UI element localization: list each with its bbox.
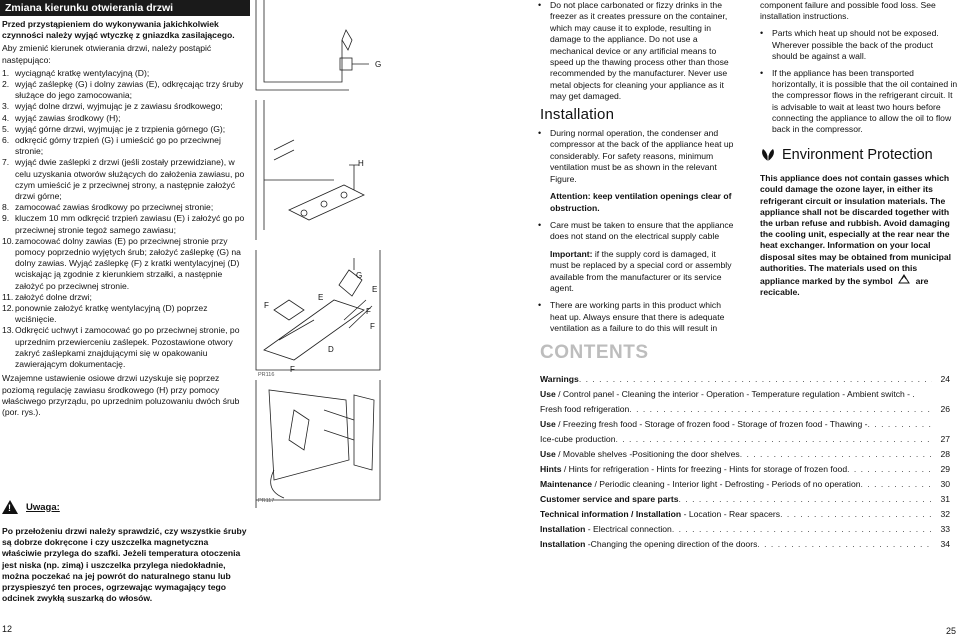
environment-body: This appliance does not contain gasses which could damage the ozone layer, in either its refrigerant circuit or insulation materials. The appliance shall not be discarded together with the urban refuse and rubbish. Avoid damaging the cooling unit, especially at the rear near the heat exchanger. Information on your local disposal sites may be obtained from municipal authorities. The materials used on this appliance marked by the symbol are recicable. bbox=[760, 173, 952, 298]
list-item: 9. kluczem 10 mm odkręcić trzpień zawiasu (E) i założyć go po przeciwnej stronie tegoż samego zawiasu; bbox=[2, 213, 245, 235]
leaf-icon bbox=[760, 147, 776, 163]
alignment-note: Wzajemne ustawienie osiowe drzwi uzyskuje się poprzez poziomą regulację zawiasu środkowego (H) przy pomocy właściwego przyrządu, po uprzednim poluzowaniu dwóch śrub (por. rys.). bbox=[2, 373, 240, 417]
list-item: • Do not place carbonated or fizzy drinks in the freezer as it creates pressure on the container, which may cause it to explode, resulting in damage to the appliance. Do not use a mechanical device or any artificial means to speed up the thawing process other than those recommended by the manufacturer. Never use metal objects for cleaning your appliance as it may get damaged. bbox=[538, 0, 729, 102]
list-item: 12. ponownie założyć kratkę wentylacyjną (D) poprzez wciśnięcie. bbox=[2, 303, 208, 325]
toc-row: Warnings . . . 24 bbox=[540, 372, 950, 387]
toc-row: Technical information / Installation - Location - Rear spacers . . . 32 bbox=[540, 507, 950, 522]
right-column bbox=[760, 0, 958, 298]
important-note: Important: if the supply cord is damaged, it must be replaced by a special cord or assembly available from the manufacturer or its service agent. bbox=[550, 248, 732, 293]
label-e-right: E bbox=[372, 285, 378, 294]
list-item: 3. wyjąć dolne drzwi, wyjmując je z zawiasu środkowego; bbox=[2, 101, 223, 112]
toc-row: Ice-cube production . . . 27 bbox=[540, 432, 950, 447]
toc-row: Installation -Changing the opening direction of the doors . . . 34 bbox=[540, 537, 950, 552]
list-item: 5. wyjąć górne drzwi, wyjmując je z trzpienia górnego (G); bbox=[2, 123, 226, 134]
toc-row: Installation - Electrical connection . . . 33 bbox=[540, 522, 950, 537]
warning-body: Po przełożeniu drzwi należy sprawdzić, czy wszystkie śruby są dobrze dokręcone i czy uszczelka magnetyczna właściwie przylega do szafki. Jeżeli temperatura otoczenia jest niska (np. zimą) i uszczelka przylega niedokładnie, można poczekać na jej powrót do naturalnego stanu lub przyspieszyć ten proces, ogrzewając wymagający tego odcinek zwykłą suszarką do włosów. bbox=[2, 526, 247, 604]
page-number-right: 25 bbox=[946, 626, 957, 636]
section-header: Zmiana kierunku otwierania drzwi bbox=[0, 0, 250, 16]
list-item: 6. odkręcić górny trzpień (G) i umieścić go po przeciwnej stronie; bbox=[2, 135, 221, 157]
list-item: • During normal operation, the condenser and compressor at the back of the appliance heat up considerably. For safety reasons, minimum ventilation must be as shown in the relevant Figure. bbox=[538, 128, 734, 184]
toc-row: Maintenance / Periodic cleaning - Interior light - Defrosting - Periods of no operation . . . 30 bbox=[540, 477, 950, 492]
list-item: • If the appliance has been transported horizontally, it is possible that the oil contained in the compressor flows in the refrigerant circuit. It is advisable to wait at least two hours before connecting the appliance to allow the oil to flow back in the compressor. bbox=[760, 68, 958, 135]
label-g-right: G bbox=[356, 271, 363, 280]
environment-heading: Environment Protection bbox=[782, 146, 933, 163]
installation-heading: Installation bbox=[540, 105, 615, 123]
list-item: • Parts which heat up should not be exposed. Wherever possible the back of the product should be against a wall. bbox=[760, 28, 939, 61]
label-e-left: E bbox=[318, 293, 324, 302]
page-number-left: 12 bbox=[2, 624, 13, 634]
list-item: 4. wyjąć zawias środkowy (H); bbox=[2, 112, 121, 123]
list-item: • Care must be taken to ensure that the appliance does not stand on the electrical supply cable bbox=[538, 219, 734, 242]
recycle-icon bbox=[897, 274, 911, 285]
label-f-right2: F bbox=[370, 322, 375, 331]
toc-row: Hints / Hints for refrigeration - Hints for freezing - Hints for storage of frozen food . . . 29 bbox=[540, 462, 950, 477]
middle-column bbox=[538, 0, 734, 341]
list-item: • There are working parts in this product which heat up. Always ensure that there is adequate ventilation as a failure to do this will result in bbox=[538, 300, 725, 334]
label-f-left: F bbox=[264, 301, 269, 310]
list-item: 10. zamocować dolny zawias (E) po przeciwnej stronie przy pomocy poprzednio wyjętych śrub; założyć zaślepkę (G) na dolny zawias. Wyjąć zaślepkę (F) z kratki wentylacyjnej (D) wciskając ją zgodnie z kierunkiem strzałki, a następnie założyć po przeciwnej stronie. bbox=[2, 235, 241, 291]
label-f-right: F bbox=[366, 307, 371, 316]
toc-row: Use / Freezing fresh food - Storage of frozen food - Storage of frozen food - Thawing - . . . bbox=[540, 417, 950, 432]
label-h: H bbox=[358, 159, 364, 168]
toc-row: Fresh food refrigeration . . . 26 bbox=[540, 402, 950, 417]
warning-title: Uwaga: bbox=[26, 501, 60, 513]
contents-heading: CONTENTS bbox=[540, 342, 649, 363]
toc-row: Use / Control panel - Cleaning the interior - Operation - Temperature regulation - Ambient switch - . bbox=[540, 389, 915, 399]
label-f-bottom: F bbox=[290, 365, 295, 374]
list-item: 13. Odkręcić uchwyt i zamocować go po przeciwnej stronie, po uprzednim przewierceniu zaślepek. Pozostawione otwory zakryć zaślepkami znajdującymi się w opakowaniu zawierającym dokumentację. bbox=[2, 325, 240, 370]
warning-icon: ! bbox=[2, 500, 18, 514]
list-item: 2. wyjąć zaślepkę (G) i dolny zawias (E), odkręcając trzy śruby służące do jego zamocowania; bbox=[2, 79, 244, 101]
label-d: D bbox=[328, 345, 334, 354]
label-g-top: G bbox=[375, 60, 382, 69]
attention-text: Attention: keep ventilation openings clear of obstruction. bbox=[550, 191, 732, 213]
table-of-contents bbox=[540, 372, 950, 552]
door-reversal-figure bbox=[254, 0, 386, 508]
steps-list bbox=[2, 68, 250, 370]
intro-text: Przed przystąpieniem do wykonywania jakichkolwiek czynności należy wyjąć wtyczkę z gniazdka zasilającego. bbox=[2, 19, 235, 41]
figure-code: PR117 bbox=[258, 498, 275, 504]
list-item: 7. wyjąć dwie zaślepki z drzwi (jeśli zostały przewidziane), w celu uzyskania otworów służących do założenia zawiasu, po czym umieścić je z przeciwnej strony, a następnie założyć drzwi górne; bbox=[2, 157, 245, 202]
warning-heading bbox=[2, 500, 60, 514]
toc-row: Use / Movable shelves -Positioning the door shelves . . . 28 bbox=[540, 447, 950, 462]
list-item: 11. założyć dolne drzwi; bbox=[2, 291, 92, 302]
left-column bbox=[0, 0, 250, 418]
environment-heading-row bbox=[760, 147, 958, 163]
lead-text: Aby zmienić kierunek otwierania drzwi, należy postąpić następująco: bbox=[2, 43, 212, 65]
continuation-text: component failure and possible food loss. See installation instructions. bbox=[760, 0, 936, 22]
list-item: 8. zamocować zawias środkowy po przeciwnej stronie; bbox=[2, 202, 214, 213]
toc-row: Customer service and spare parts . . . 31 bbox=[540, 492, 950, 507]
figure-code: PR116 bbox=[258, 372, 275, 378]
list-item: 1. wyciągnąć kratkę wentylacyjną (D); bbox=[2, 67, 150, 78]
hinge-illustration bbox=[254, 0, 386, 508]
